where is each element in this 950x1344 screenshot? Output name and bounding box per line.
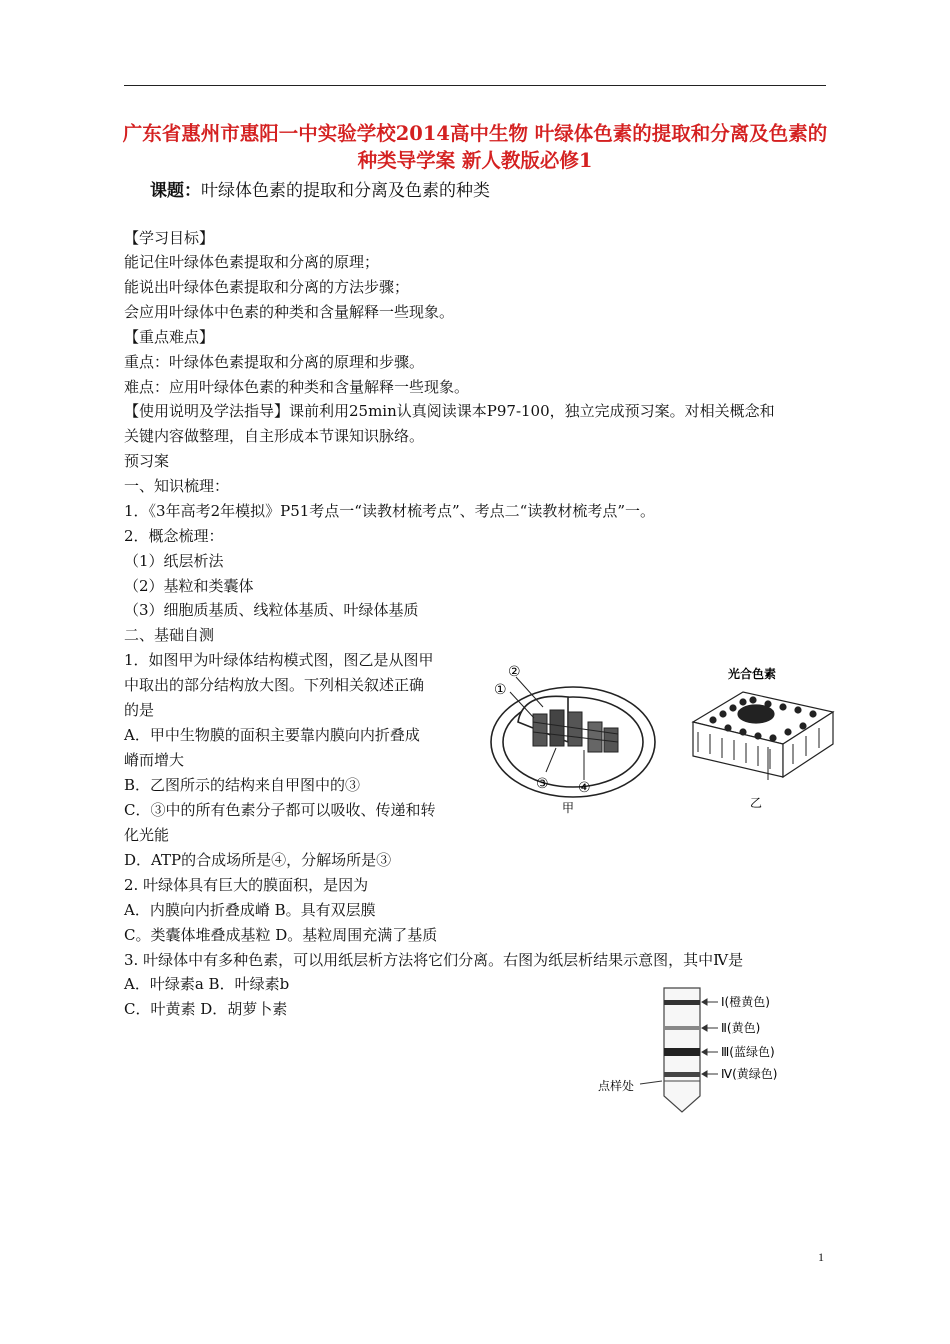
text-line: 难点：应用叶绿体色素的种类和含量解释一些现象。 (124, 378, 470, 396)
text-line: 能记住叶绿体色素提取和分离的原理； (124, 253, 380, 271)
text-line: 中取出的部分结构放大图。下列相关叙述正确 (124, 676, 425, 694)
text-line: 3. 叶绿体中有多种色素，可以用纸层析方法将它们分离。右图为纸层析结果示意图，其中Ⅳ是 (124, 951, 744, 969)
subject-label: 课题： (150, 181, 201, 201)
text-line: （1）纸层析法 (124, 552, 224, 570)
header-rule (124, 85, 826, 86)
chloroplast-figure (488, 652, 838, 822)
label-3: ③ (536, 776, 549, 792)
text-line: 的是 (124, 701, 155, 719)
text-line: 能说出叶绿体色素提取和分离的方法步骤； (124, 278, 410, 296)
text-line: 【重点难点】 (124, 328, 215, 346)
text-line: C．叶黄素 D．胡萝卜素 (124, 1000, 288, 1018)
text-line: A．内膜向内折叠成嵴 B。具有双层膜 (124, 901, 376, 919)
text-line: 1．《3年高考2年模拟》P51考点一“读教材梳考点”、考点二“读教材梳考点”一。 (124, 502, 655, 520)
text-line: D．ATP的合成场所是④，分解场所是③ (124, 851, 392, 869)
band-1 (664, 1000, 700, 1005)
text-line: 2. 叶绿体具有巨大的膜面积，是因为 (124, 876, 369, 894)
text-line: 2．概念梳理： (124, 527, 224, 545)
pigment-label: 光合色素 (728, 667, 777, 681)
text-line: 1．如图甲为叶绿体结构模式图，图乙是从图甲 (124, 651, 434, 669)
chloroplast-diagram (491, 677, 655, 797)
text-line: A．叶绿素a B．叶绿素b (124, 975, 290, 993)
text-line: 会应用叶绿体中色素的种类和含量解释一些现象。 (124, 303, 455, 321)
page-number: 1 (818, 1250, 824, 1264)
text-line: C。类囊体堆叠成基粒 D。基粒周围充满了基质 (124, 926, 438, 944)
text-line: 化光能 (124, 826, 170, 844)
text-line: C．③中的所有色素分子都可以吸收、传递和转 (124, 801, 436, 819)
text-line: （2）基粒和类囊体 (124, 577, 254, 595)
text-line: B．乙图所示的结构来自甲图中的③ (124, 776, 361, 794)
subject-text: 叶绿体色素的提取和分离及色素的种类 (201, 181, 490, 201)
text-line: （3）细胞质基质、线粒体基质、叶绿体基质 (124, 601, 419, 619)
text-line: 二、基础自测 (124, 626, 215, 644)
band-3 (664, 1048, 700, 1056)
text-line: 【学习目标】 (124, 229, 215, 247)
thylakoid-membrane-diagram (693, 692, 833, 780)
band-4 (664, 1072, 700, 1077)
label-4: ④ (578, 780, 591, 796)
document-title: 广东省惠州市惠阳一中实验学校2014高中生物 叶绿体色素的提取和分离及色素的种类导学案 新人教版必修1 (122, 122, 828, 172)
caption-yi: 乙 (750, 796, 763, 810)
band-label-2: Ⅱ(黄色) (721, 1021, 761, 1035)
text-line: 关键内容做整理，自主形成本节课知识脉络。 (124, 427, 425, 445)
text-line: 预习案 (124, 452, 170, 470)
band-label-4: Ⅳ(黄绿色) (721, 1067, 778, 1081)
band-label-3: Ⅲ(蓝绿色) (721, 1045, 775, 1059)
text-line: 重点：叶绿体色素提取和分离的原理和步骤。 (124, 353, 425, 371)
caption-jia: 甲 (562, 801, 575, 815)
label-2: ② (508, 664, 521, 680)
lesson-subject (150, 176, 490, 201)
origin-label: 点样处 (598, 1079, 635, 1093)
label-1: ① (494, 682, 507, 698)
text-line: 【使用说明及学法指导】课前利用25min认真阅读课本P97-100，独立完成预习案。对相关概念和 (124, 402, 775, 420)
text-line: 嵴而增大 (124, 751, 185, 769)
text-line: A．甲中生物膜的面积主要靠内膜向内折叠成 (124, 726, 420, 744)
chromatography-figure (596, 984, 806, 1114)
text-line: 一、知识梳理： (124, 477, 230, 495)
band-label-1: Ⅰ(橙黄色) (721, 995, 770, 1009)
band-2 (664, 1026, 700, 1030)
